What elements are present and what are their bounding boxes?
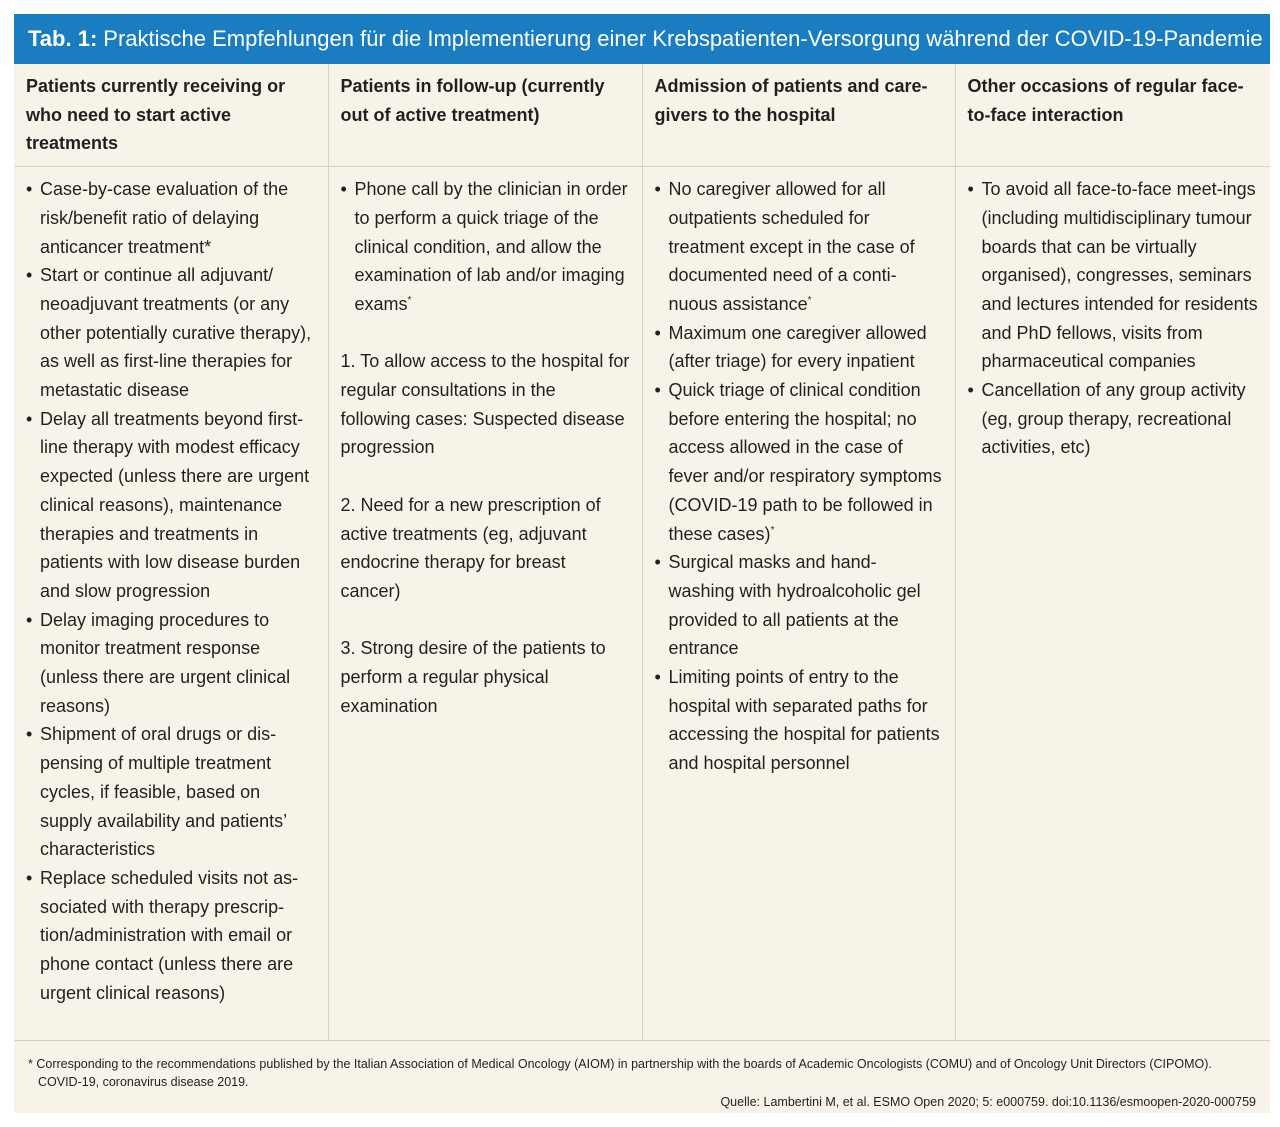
header-admission: Admission of patients and care-givers to the hospital — [642, 64, 955, 167]
follow-up-paragraph: 1. To allow access to the hospital for regular consultations in the following cases: Suspected disease progression — [340, 351, 630, 458]
header-active-treatment: Patients currently receiving or who need to start active treatments — [14, 64, 328, 167]
list-item: • Case-by-case evaluation of the risk/benefit ratio of delaying anticancer treatment* — [26, 175, 316, 261]
list-item: • Cancellation of any group activity (eg, group therapy, recreational activities, etc) — [968, 376, 1259, 462]
list-item: • To avoid all face-to-face meet-ings (including multidisciplinary tumour boards that can be virtually organised), congresses, seminars and lectures intended for residents and PhD fellows, visits from pharmaceutical companies — [968, 175, 1259, 376]
footnote-marker: * — [770, 524, 775, 536]
list-item: • Delay imaging procedures to monitor treatment response (unless there are urgent clinical reasons) — [26, 606, 316, 721]
list-item: • Replace scheduled visits not as-sociated with therapy prescrip-tion/administration with email or phone contact (unless there are urgent clinical reasons) — [26, 864, 316, 1008]
list-item-text: No caregiver allowed for all outpatients scheduled for treatment except in the case of documented need of a conti-nuous assistance — [668, 179, 915, 314]
list-item — [655, 663, 943, 778]
active-treatment-list — [26, 175, 316, 1007]
body-row — [14, 167, 1270, 1040]
footnote: * Corresponding to the recommendations published by the Italian Association of Medical Oncology (AIOM) in partnership with the boards of Academic Oncologists (COMU) and of Oncology Unit Directors (CIPOMO). COVID-19, coronavirus disease 2019. — [28, 1056, 1212, 1089]
cell-follow-up — [328, 167, 642, 1040]
list-item-text: Quick triage of clinical condition before entering the hospital; no access allowed in the case of fever and/or respiratory symptoms (COVID-19 path to be followed in these cases) — [668, 380, 942, 544]
list-item-text: Limiting points of entry to the hospital with separated paths for accessing the hospital for patients and hospital personnel — [668, 667, 940, 774]
follow-up-paragraph: 2. Need for a new prescription of active treatments (eg, adjuvant endocrine therapy for breast cancer) — [340, 494, 601, 601]
other-occasions-list — [968, 175, 1259, 462]
table-title-text: Praktische Empfehlungen für die Implementierung einer Krebspatienten-Versorgung während der COVID-19-Pandemie — [103, 26, 1263, 51]
footnote-marker: * — [807, 294, 812, 306]
header-other-occasions: Other occasions of regular face-to-face interaction — [955, 64, 1270, 167]
admission-list — [655, 175, 943, 778]
list-item-text: Maximum one caregiver allowed (after triage) for every inpatient — [668, 322, 927, 372]
list-item: • Start or continue all adjuvant/ neoadjuvant treatments (or any other potentially curative therapy), as well as first-line therapies for metastatic disease — [26, 261, 316, 405]
source-citation: Quelle: Lambertini M, et al. ESMO Open 2020; 5: e000759. doi:10.1136/esmoopen-2020-000759 — [720, 1094, 1256, 1109]
list-item — [655, 548, 943, 663]
table-container — [14, 14, 1270, 1113]
list-item: • Shipment of oral drugs or dis-pensing of multiple treatment cycles, if feasible, based on supply availability and patients’ characteristics — [26, 720, 316, 864]
recommendations-table — [14, 64, 1270, 1040]
table-title — [14, 14, 1270, 64]
table-footer — [14, 1041, 1270, 1111]
list-item-text: Phone call by the clinician in order to perform a quick triage of the clinical condition, and allow the examination of lab and/or imaging exams — [354, 179, 628, 314]
cell-other-occasions — [955, 167, 1270, 1040]
list-item-text: Surgical masks and hand-washing with hydroalcoholic gel provided to all patients at the entrance — [668, 552, 921, 659]
list-item — [655, 175, 943, 319]
list-item — [655, 376, 943, 548]
follow-up-list — [341, 175, 630, 319]
header-row — [14, 64, 1270, 167]
list-item: • Delay all treatments beyond first-line therapy with modest efficacy expected (unless there are urgent clinical reasons), maintenance therapies and treatments in patients with low disease burden and slow progression — [26, 405, 316, 606]
cell-active-treatment — [14, 167, 328, 1040]
footnote-marker: * — [407, 294, 412, 306]
follow-up-paragraph: 3. Strong desire of the patients to perform a regular physical examination — [340, 638, 606, 716]
cell-admission — [642, 167, 955, 1040]
header-follow-up: Patients in follow-up (currently out of active treatment) — [328, 64, 642, 167]
table-title-label: Tab. 1: — [28, 26, 98, 51]
list-item — [655, 319, 943, 376]
list-item — [341, 175, 630, 319]
